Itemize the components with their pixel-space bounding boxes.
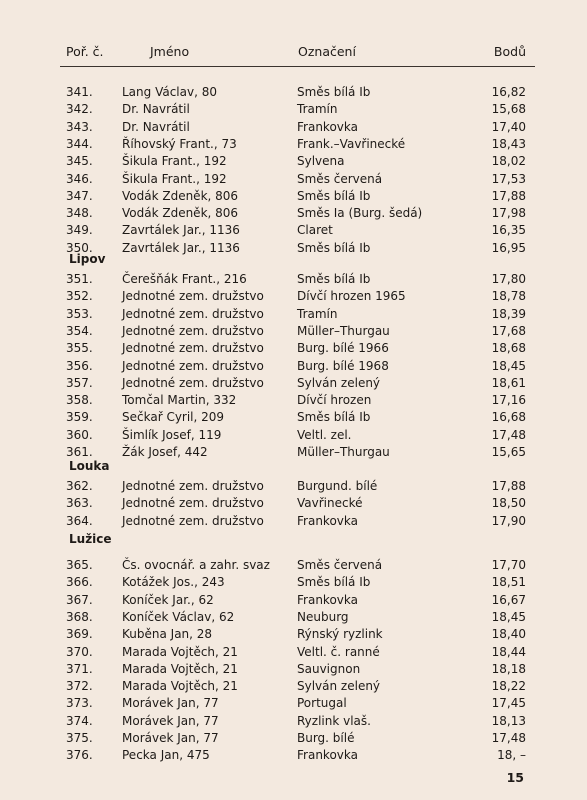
table-row <box>0 409 587 425</box>
table-row <box>0 171 587 187</box>
table-row <box>0 678 587 694</box>
row-wine: Sylván zelený <box>297 375 381 390</box>
row-wine: Rýnský ryzlink <box>297 627 383 642</box>
table-row <box>0 747 587 763</box>
row-name: Šikula Frant., 192 <box>122 171 227 186</box>
row-wine: Směs bílá Ib <box>297 272 371 286</box>
row-number: 350. <box>66 240 93 255</box>
header-no: Poř. č. <box>66 44 104 59</box>
row-name: Koníček Jar., 62 <box>122 592 214 607</box>
table-row <box>0 358 587 374</box>
table-row <box>0 713 587 729</box>
row-name: Čs. ovocnář. a zahr. svaz <box>122 558 270 572</box>
row-points: 17,48 <box>491 731 526 745</box>
table-row <box>0 375 587 391</box>
row-points: 17,98 <box>491 206 526 221</box>
table-row <box>0 153 587 169</box>
row-wine: Müller–Thurgau <box>297 445 390 459</box>
row-points: 18,68 <box>491 341 526 356</box>
row-points: 18,50 <box>491 496 526 511</box>
row-number: 369. <box>66 627 93 642</box>
row-wine: Frank.–Vavřinecké <box>297 136 406 151</box>
section-heading: Louka <box>69 459 110 473</box>
row-name: Žák Josef, 442 <box>122 445 208 459</box>
page-number: 15 <box>506 770 524 785</box>
table-row <box>0 392 587 408</box>
row-name: Dr. Navrátil <box>122 119 190 134</box>
table-row <box>0 205 587 221</box>
row-points: 17,40 <box>491 119 526 134</box>
row-points: 18,44 <box>491 644 526 659</box>
row-name: Kuběna Jan, 28 <box>122 627 213 642</box>
table-row <box>0 271 587 287</box>
table-row <box>0 101 587 117</box>
row-number: 364. <box>66 513 93 528</box>
row-name: Kotážek Jos., 243 <box>122 575 225 590</box>
row-points: 18,61 <box>491 375 526 390</box>
row-name: Marada Vojtěch, 21 <box>122 644 238 659</box>
row-number: 359. <box>66 410 93 425</box>
row-number: 362. <box>66 479 93 493</box>
row-points: 17,48 <box>491 427 526 442</box>
row-name: Zavrtálek Jar., 1136 <box>122 223 240 238</box>
row-wine: Müller–Thurgau <box>297 323 390 338</box>
row-name: Říhovský Frant., 73 <box>122 136 237 151</box>
row-points: 15,65 <box>491 445 526 459</box>
row-wine: Frankovka <box>297 592 358 607</box>
row-points: 17,70 <box>491 558 526 572</box>
row-wine: Sylvena <box>297 154 345 169</box>
row-wine: Směs Ia (Burg. šedá) <box>297 206 423 221</box>
row-number: 346. <box>66 171 93 186</box>
row-points: 16,95 <box>491 240 526 255</box>
row-wine: Portugal <box>297 696 347 711</box>
row-name: Morávek Jan, 77 <box>122 731 219 745</box>
table-row <box>0 695 587 711</box>
row-name: Sečkař Cyril, 209 <box>122 410 225 425</box>
row-points: 17,88 <box>491 479 526 493</box>
row-name: Morávek Jan, 77 <box>122 713 219 728</box>
row-number: 375. <box>66 731 93 745</box>
row-points: 16,82 <box>491 85 526 99</box>
row-number: 345. <box>66 154 93 169</box>
table-row <box>0 574 587 590</box>
row-points: 17,80 <box>491 272 526 286</box>
row-points: 18,45 <box>491 609 526 624</box>
row-name: Jednotné zem. družstvo <box>122 341 264 356</box>
row-name: Pecka Jan, 475 <box>122 748 210 763</box>
row-wine: Tramín <box>297 102 338 117</box>
row-number: 365. <box>66 558 93 572</box>
row-points: 16,67 <box>491 592 526 607</box>
table-row <box>0 730 587 746</box>
row-wine: Dívčí hrozen 1965 <box>297 289 406 304</box>
section-heading: Lipov <box>69 252 106 266</box>
row-name: Dr. Navrátil <box>122 102 190 117</box>
table-row <box>0 592 587 608</box>
row-wine: Směs červená <box>297 171 383 186</box>
row-points: 17,53 <box>491 171 526 186</box>
row-number: 352. <box>66 289 93 304</box>
row-name: Jednotné zem. družstvo <box>122 496 264 511</box>
row-points: 17,88 <box>491 188 526 203</box>
row-number: 360. <box>66 427 93 442</box>
row-name: Marada Vojtěch, 21 <box>122 679 238 694</box>
row-number: 357. <box>66 375 93 390</box>
row-number: 366. <box>66 575 93 590</box>
row-wine: Burg. bílé <box>297 731 355 745</box>
row-wine: Ryzlink vlaš. <box>297 713 371 728</box>
row-wine: Frankovka <box>297 748 358 763</box>
row-number: 358. <box>66 393 93 408</box>
row-number: 344. <box>66 136 93 151</box>
row-points: 18, – <box>497 748 526 763</box>
table-row <box>0 340 587 356</box>
row-wine: Frankovka <box>297 513 358 528</box>
table-row <box>0 513 587 529</box>
row-points: 18,43 <box>491 136 526 151</box>
row-points: 17,68 <box>491 323 526 338</box>
row-points: 17,90 <box>491 513 526 528</box>
row-wine: Směs bílá Ib <box>297 410 371 425</box>
row-number: 351. <box>66 272 93 286</box>
header-name: Jméno <box>150 44 190 59</box>
row-name: Jednotné zem. družstvo <box>122 306 264 321</box>
row-number: 354. <box>66 323 93 338</box>
row-wine: Burg. bílé 1966 <box>297 341 389 356</box>
row-name: Čerešňák Frant., 216 <box>122 272 247 286</box>
row-wine: Sauvignon <box>297 661 361 676</box>
row-number: 363. <box>66 496 93 511</box>
table-row <box>0 427 587 443</box>
row-number: 355. <box>66 341 93 356</box>
row-name: Jednotné zem. družstvo <box>122 375 264 390</box>
row-points: 18,13 <box>491 713 526 728</box>
row-points: 18,40 <box>491 627 526 642</box>
row-name: Šimlík Josef, 119 <box>122 427 222 442</box>
header-rule <box>60 66 535 67</box>
row-number: 373. <box>66 696 93 711</box>
row-points: 18,18 <box>491 661 526 676</box>
table-header <box>0 44 587 62</box>
row-wine: Směs bílá Ib <box>297 240 371 255</box>
row-number: 342. <box>66 102 93 117</box>
section-heading: Lužice <box>69 532 112 546</box>
table-row <box>0 188 587 204</box>
row-points: 18,45 <box>491 358 526 373</box>
row-name: Morávek Jan, 77 <box>122 696 219 711</box>
header-points: Bodů <box>493 44 526 59</box>
table-row <box>0 119 587 135</box>
row-wine: Veltl. zel. <box>297 427 352 442</box>
row-wine: Vavřinecké <box>297 496 363 511</box>
row-wine: Burg. bílé 1968 <box>297 358 389 373</box>
row-wine: Burgund. bílé <box>297 479 378 493</box>
table-row <box>0 306 587 322</box>
table-row <box>0 323 587 339</box>
row-wine: Tramín <box>297 306 338 321</box>
row-name: Jednotné zem. družstvo <box>122 323 264 338</box>
table-row <box>0 557 587 573</box>
row-points: 16,68 <box>491 410 526 425</box>
row-number: 347. <box>66 188 93 203</box>
table-row <box>0 136 587 152</box>
row-name: Lang Václav, 80 <box>122 85 217 99</box>
row-wine: Směs bílá Ib <box>297 188 371 203</box>
row-number: 368. <box>66 609 93 624</box>
row-number: 343. <box>66 119 93 134</box>
row-wine: Frankovka <box>297 119 358 134</box>
row-name: Šikula Frant., 192 <box>122 154 227 169</box>
row-number: 371. <box>66 661 93 676</box>
row-wine: Směs bílá Ib <box>297 575 371 590</box>
row-name: Tomčal Martin, 332 <box>122 393 237 408</box>
row-wine: Dívčí hrozen <box>297 393 372 408</box>
row-wine: Směs bílá Ib <box>297 85 371 99</box>
row-points: 18,78 <box>491 289 526 304</box>
row-name: Jednotné zem. družstvo <box>122 358 264 373</box>
row-points: 17,45 <box>491 696 526 711</box>
row-number: 374. <box>66 713 93 728</box>
row-number: 361. <box>66 445 93 459</box>
table-row <box>0 288 587 304</box>
row-name: Zavrtálek Jar., 1136 <box>122 240 240 255</box>
row-points: 17,16 <box>491 393 526 408</box>
table-row <box>0 626 587 642</box>
row-name: Vodák Zdeněk, 806 <box>122 188 239 203</box>
row-name: Vodák Zdeněk, 806 <box>122 206 239 221</box>
row-number: 349. <box>66 223 93 238</box>
table-row <box>0 609 587 625</box>
row-points: 18,22 <box>491 679 526 694</box>
row-wine: Neuburg <box>297 609 349 624</box>
table-row <box>0 222 587 238</box>
row-number: 348. <box>66 206 93 221</box>
row-name: Jednotné zem. družstvo <box>122 479 264 493</box>
header-wine: Označení <box>298 44 356 59</box>
table-row <box>0 84 587 100</box>
row-points: 18,51 <box>491 575 526 590</box>
table-row <box>0 644 587 660</box>
row-number: 353. <box>66 306 93 321</box>
table-row <box>0 661 587 677</box>
row-number: 356. <box>66 358 93 373</box>
row-number: 372. <box>66 679 93 694</box>
table-row <box>0 478 587 494</box>
row-name: Marada Vojtěch, 21 <box>122 661 238 676</box>
row-number: 370. <box>66 644 93 659</box>
row-wine: Claret <box>297 223 333 238</box>
row-wine: Sylván zelený <box>297 679 381 694</box>
row-wine: Směs červená <box>297 558 383 572</box>
row-number: 367. <box>66 592 93 607</box>
row-name: Koníček Václav, 62 <box>122 609 235 624</box>
row-wine: Veltl. č. ranné <box>297 644 380 659</box>
row-points: 16,35 <box>491 223 526 238</box>
row-points: 18,39 <box>491 306 526 321</box>
row-name: Jednotné zem. družstvo <box>122 289 264 304</box>
table-row <box>0 495 587 511</box>
row-points: 15,68 <box>491 102 526 117</box>
row-points: 18,02 <box>491 154 526 169</box>
row-number: 341. <box>66 85 93 99</box>
row-number: 376. <box>66 748 93 763</box>
row-name: Jednotné zem. družstvo <box>122 513 264 528</box>
